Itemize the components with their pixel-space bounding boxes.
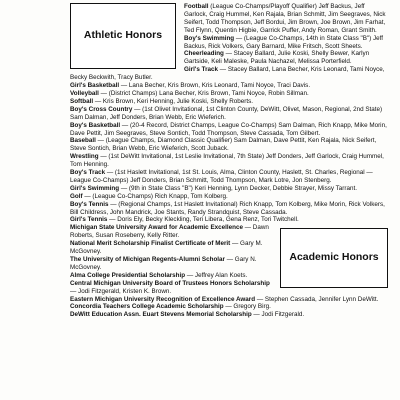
academic-entry: Concordia Teachers College Academic Scholarship — Gregory Birg. [70,303,271,311]
academic-entry: Alma College Presidential Scholarship — Jeffrey Alan Koets. [70,271,248,279]
athletic-entry: Boy's Tennis — (Regional Champs, 1st Haslett Invitational) Rich Knapp, Tom Kolberg, Mike Morin, Rick Volkers, Bill Childress, John Mandrick, Joe Stants, Randy Strandquist, Steve Cassada. [70,200,385,216]
athletic-entry: Girl's Basketball — Lana Becher, Kris Brown, Kris Leonard, Tami Noyce, Traci Davis. [70,82,311,90]
athletic-entry: Softball — Kris Brown, Keri Henning, Julie Koski, Shelly Roberts. [70,97,254,105]
athletic-entry: Boy's Basketball — (20-4 Record, District Champs, League Co-Champs) Sam Dalman, Rich Knapp, Mike Morin, Dave Pettit, Jim Seegraves, Steve Sontich, Todd Thompson, Steve Cassada, Tom Gilbert. [70,121,387,137]
academic-entry: Central Michigan University Board of Trustees Honors Scholarship — Jodi Fitzgerald, Kristen K. Brown. [70,279,270,295]
athletic-entry: Boy's Swimming — (League Co-Champs, 14th in State Class "B") Jeff Backus, Rick Volkers, Gary Barnard, Mike Fritsch, Scott Sheets. [184,34,384,50]
athletic-honors-heading: Athletic Honors [83,29,163,42]
academic-entry: National Merit Scholarship Finalist Certificate of Merit — Gary M. McGovney. [70,240,263,256]
athletic-honors-section [70,3,388,224]
academic-honors-section [70,224,388,319]
academic-honors-heading-box [280,228,388,288]
athletic-entry: Cheerleading — Stacey Ballard, Julie Koski, Shelly Bewer, Karlyn Gartside, Keli Maleske, Paula Nachazel, Melissa Porterfield. [184,50,370,66]
athletic-entry: Boy's Track — (1st Haslett Invitational, 1st St. Louis, Alma, Clinton County, Haslett, St. Charles, Regional — League Co-Champs) Jeff Donders, Brian Schmitt, Todd Thompson, Mark Lotre, Jon Stenberg. [70,169,373,184]
academic-entry: The University of Michigan Regents-Alumni Scholar — Gary N. McGovney. [70,256,257,271]
academic-honors-heading: Academic Honors [289,251,379,264]
athletic-entry: Football (League Co-Champs/Playoff Qualifier) Jeff Backus, Jeff Garlock, Craig Hummel, Ken Rajala, Brian Schmitt, Jim Seegraves, Nick Seifert, Todd Thompson, Jeff Bordui, Jim Brown, Joe Brown, Jim Farhat, Ted Flynn, Quentin Higbie, Garrick Puffer, Andy Roman, Grant Smith. [184,3,386,34]
academic-entry: Michigan State University Award for Academic Excellence — Dawn Roberts, Susan Roseberry, Kelly Ritter. [70,224,269,240]
athletic-entry: Boy's Cross Country — (1st Olivet Invitational, 1st Clinton County, DeWitt, Olivet, Mason, Regional, 2nd State) Sam Dalman, Jeff Donders, Brian Webb, Eric Wieferich. [70,105,383,121]
academic-entry: Eastern Michigan University Recognition of Excellence Award — Stephen Cassada, Jennifer Lynn DeWitt. [70,295,379,303]
athletic-entry: Volleyball — (District Champs) Lana Becher, Kris Brown, Tami Noyce, Robin Sillman. [70,89,309,97]
athletic-entry: Baseball — (League Champs, Diamond Classic Qualifier) Sam Dalman, Dave Pettit, Ken Rajala, Nick Seifert, Steve Sontich, Brian Webb, Eric Wieferich, Scott Juback. [70,137,377,153]
athletic-entry: Golf — (League Co-Champs) Rich Knapp, Tom Kolberg. [70,192,228,200]
honors-document [70,3,388,319]
academic-entry: DeWitt Education Assn. Euart Stevens Memorial Scholarship — Jodi Fitzgerald. [70,311,305,319]
athletic-entry: Girl's Track — Stacey Ballard, Lana Becher, Kris Leonard, Tami Noyce, Becky Beckwith, Tracy Butler. [70,66,385,82]
athletic-entry: Girl's Tennis — Doris Ely, Becky Kleckling, Teri Libera, Gena Renz, Tori Twitchell. [70,216,299,224]
athletic-entry: Wrestling — (1st DeWitt Invitational, 1st Leslie Invitational, 7th State) Jeff Donders, Jeff Garlock, Craig Hummel, Tom Henning. [70,153,384,169]
athletic-entry: Girl's Swimming — (9th in State Class "B") Keri Henning, Lynn Decker, Debbie Strayer, Missy Tarrant. [70,184,357,192]
athletic-honors-heading-box [70,3,176,69]
